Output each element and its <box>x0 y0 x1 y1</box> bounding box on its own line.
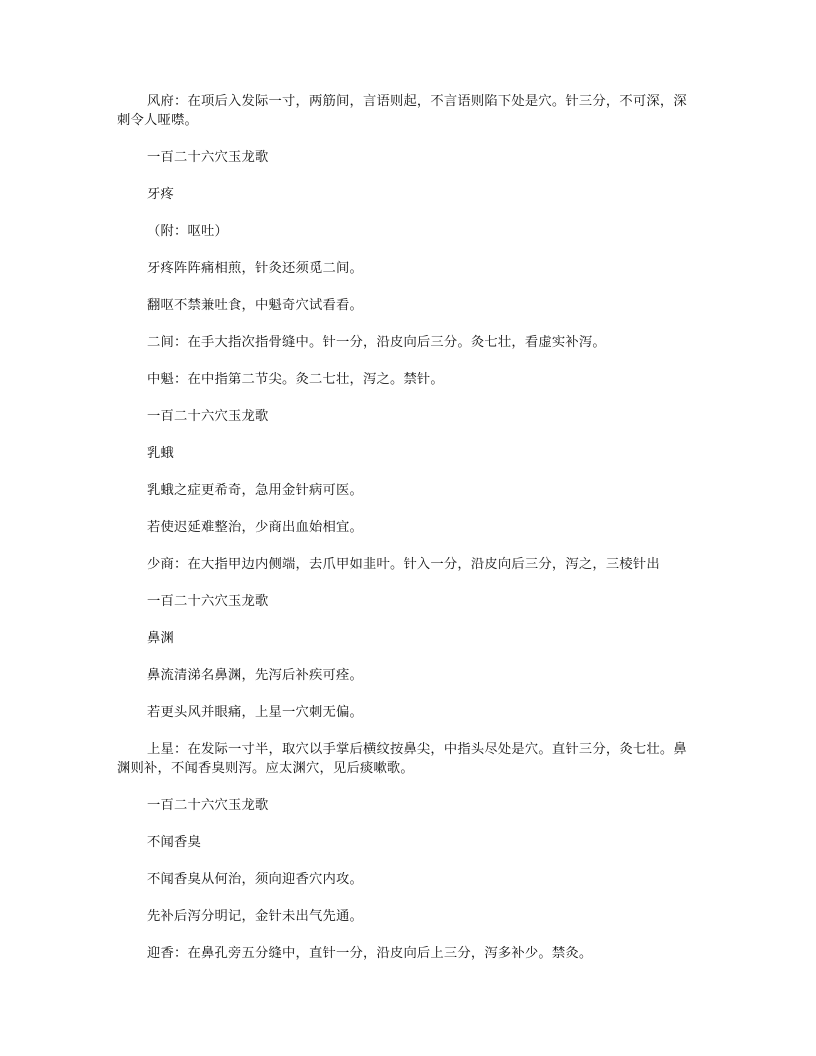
document-body <box>117 92 699 981</box>
paragraph-fengfu: 风府：在项后入发际一寸，两筋间，言语则起，不言语则陷下处是穴。针三分，不可深，深刺令人哑噤。 <box>117 94 687 128</box>
verse-line: 若更头风并眼痛，上星一穴刺无偏。 <box>147 705 363 720</box>
paragraph-erjian: 二间：在手大指次指骨缝中。针一分，沿皮向后三分。灸七壮，看虚实补泻。 <box>147 335 606 350</box>
verse-line: 若使迟延难整治，少商出血始相宜。 <box>147 520 363 535</box>
paragraph-shaoshang: 少商：在大指甲边内侧端，去爪甲如韭叶。针入一分，沿皮向后三分，泻之，三棱针出 <box>147 557 660 572</box>
verse-line: 鼻流清涕名鼻渊，先泻后补疾可痊。 <box>147 668 363 683</box>
verse-line: 先补后泻分明记，金针未出气先通。 <box>147 909 363 924</box>
verse-line: 翻呕不禁兼吐食，中魁奇穴试看看。 <box>147 298 363 313</box>
verse-line: 不闻香臭从何治，须向迎香穴内攻。 <box>147 872 363 887</box>
section-heading: 一百二十六穴玉龙歌 <box>147 150 269 165</box>
subheading-anosmia: 不闻香臭 <box>147 835 201 850</box>
subheading-toothache: 牙疼 <box>147 187 174 202</box>
subheading-tonsillitis: 乳蛾 <box>147 446 174 461</box>
paragraph-shangxing: 上星：在发际一寸半，取穴以手掌后横纹按鼻尖，中指头尽处是穴。直针三分，灸七壮。鼻渊则补，不闻香臭则泻。应太渊穴，见后痰嗽歌。 <box>117 742 687 776</box>
subheading-biyuan: 鼻渊 <box>147 631 174 646</box>
paragraph-yingxiang: 迎香：在鼻孔旁五分缝中，直针一分，沿皮向后上三分，泻多补少。禁灸。 <box>147 946 593 961</box>
verse-line: 乳蛾之症更希奇，急用金针病可医。 <box>147 483 363 498</box>
section-heading: 一百二十六穴玉龙歌 <box>147 409 269 424</box>
section-heading: 一百二十六穴玉龙歌 <box>147 594 269 609</box>
section-heading: 一百二十六穴玉龙歌 <box>147 798 269 813</box>
verse-line: 牙疼阵阵痛相煎，针灸还须觅二间。 <box>147 261 363 276</box>
paragraph-zhongkui: 中魁：在中指第二节尖。灸二七壮，泻之。禁针。 <box>147 372 444 387</box>
subheading-note: （附：呕吐） <box>147 224 228 239</box>
